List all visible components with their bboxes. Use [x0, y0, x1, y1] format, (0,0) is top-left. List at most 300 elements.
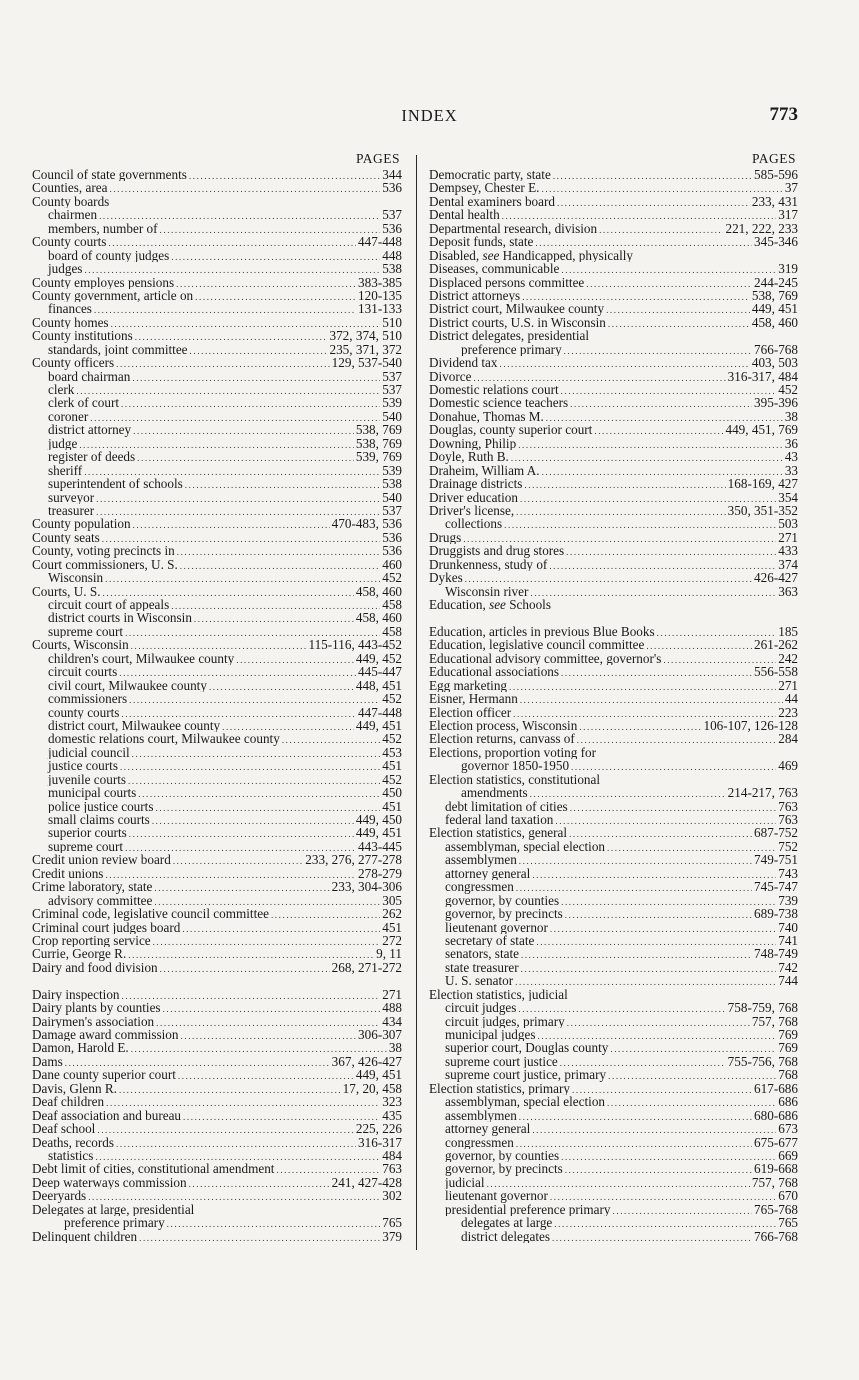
entry-pages: 763	[778, 813, 798, 827]
entry-term: Educational advisory committee, governor's	[429, 651, 662, 666]
entry-pages: 306-307	[358, 1028, 402, 1042]
entry-pages: 345-346	[754, 235, 798, 249]
entry-term: governor 1850-1950	[461, 759, 570, 773]
entry-pages: 488	[382, 1001, 402, 1015]
entry-term: Court commissioners, U. S.	[32, 557, 178, 572]
dot-leader	[610, 1043, 776, 1054]
index-entry	[32, 706, 402, 719]
dot-leader	[520, 694, 783, 705]
index-entry	[32, 679, 402, 692]
entry-pages: 449, 451	[355, 718, 402, 733]
entry-pages: 225, 226	[355, 1122, 402, 1136]
index-entry	[32, 544, 402, 557]
entry-term: Dempsey, Chester E.	[429, 181, 540, 195]
entry-pages: 316-317	[358, 1135, 402, 1149]
entry-term: Dental examiners board	[429, 194, 555, 209]
index-entry	[32, 1109, 402, 1122]
entry-term: Election process, Wisconsin	[429, 718, 578, 733]
index-entry	[429, 719, 798, 732]
index-entry	[32, 638, 402, 651]
dot-leader	[209, 681, 354, 692]
index-entry	[32, 1082, 402, 1095]
entry-term: clerk	[48, 383, 75, 397]
dot-leader	[557, 197, 750, 208]
dot-leader	[236, 654, 354, 665]
index-entry	[429, 746, 798, 759]
entry-pages: 686	[778, 1095, 798, 1109]
index-entry	[429, 370, 798, 383]
entry-term: circuit judges	[445, 1001, 517, 1015]
dot-leader	[180, 560, 380, 571]
dot-leader	[530, 788, 726, 799]
entry-pages: 433	[778, 544, 798, 558]
entry-pages: 742	[778, 960, 798, 975]
dot-leader	[516, 1138, 752, 1149]
entry-pages: 372, 374, 510	[329, 329, 402, 343]
dot-leader	[178, 1070, 354, 1081]
dot-leader	[84, 264, 380, 275]
index-entry	[32, 1001, 402, 1014]
entry-term: Election statistics, primary	[429, 1081, 570, 1096]
dot-leader	[515, 976, 776, 987]
entry-pages: 458, 460	[355, 611, 402, 625]
dot-leader	[155, 802, 380, 813]
entry-term: County government, article on	[32, 288, 194, 303]
entry-term: circuit courts	[48, 665, 118, 679]
entry-pages: 44	[784, 692, 798, 706]
entry-term: Dividend tax	[429, 356, 498, 370]
dot-leader	[571, 761, 776, 772]
entry-pages: 268, 271-272	[331, 960, 402, 975]
index-entry	[32, 1203, 402, 1216]
entry-pages: 757, 768	[751, 1014, 798, 1029]
index-entry	[32, 800, 402, 813]
entry-term: finances	[48, 302, 92, 316]
index-entry	[429, 571, 798, 584]
index-entry	[32, 531, 402, 544]
dot-leader	[586, 278, 752, 289]
dot-leader	[608, 1070, 776, 1081]
entry-term: Druggists and drug stores	[429, 544, 565, 558]
dot-leader	[560, 1057, 726, 1068]
entry-pages: 675-677	[754, 1135, 798, 1149]
entry-term: governor, by precincts	[445, 907, 563, 921]
entry-term: circuit judges, primary	[445, 1014, 565, 1029]
entry-term: County officers	[32, 356, 115, 370]
index-entry	[429, 1203, 798, 1216]
index-entry	[32, 343, 402, 356]
entry-pages: 537	[382, 503, 402, 518]
dot-leader	[79, 439, 354, 450]
dot-leader	[511, 452, 783, 463]
index-entry	[32, 289, 402, 302]
entry-term: Donahue, Thomas M.	[429, 409, 544, 424]
index-entry	[32, 1189, 402, 1202]
entry-pages: 271	[778, 678, 798, 693]
index-entry	[32, 692, 402, 705]
entry-term: supreme court justice, primary	[445, 1068, 607, 1082]
dot-leader	[572, 1084, 752, 1095]
index-entry	[429, 423, 798, 436]
index-entry	[32, 370, 402, 383]
entry-pages: 765	[778, 1216, 798, 1230]
dot-leader	[183, 1111, 380, 1122]
entry-pages: 221, 222, 233	[725, 221, 798, 236]
index-entry	[32, 276, 402, 289]
entry-pages: 448, 451	[355, 678, 402, 693]
entry-pages: 302	[382, 1189, 402, 1203]
see-reference: see	[482, 248, 500, 263]
entry-term: board of county judges	[48, 248, 170, 263]
dot-leader	[133, 425, 354, 436]
entry-term: senators, state	[445, 947, 519, 961]
dot-leader	[487, 1178, 750, 1189]
entry-term: governor, by counties	[445, 893, 560, 908]
entry-term: sheriff	[48, 463, 83, 478]
entry-term: Dental health	[429, 208, 500, 222]
index-entry	[429, 262, 798, 275]
index-entry	[32, 1055, 402, 1068]
dot-leader	[549, 560, 776, 571]
entry-pages: 536	[382, 221, 402, 236]
index-entry	[429, 517, 798, 530]
dot-leader	[550, 923, 776, 934]
index-entry	[429, 1095, 798, 1108]
index-entry	[429, 961, 798, 974]
entry-term: Education, see Schools	[429, 598, 551, 612]
index-entry	[32, 611, 402, 624]
dot-leader	[153, 936, 381, 947]
index-entry	[32, 1028, 402, 1041]
dot-leader	[566, 546, 776, 557]
entry-term: assemblyman, special election	[445, 839, 606, 854]
index-entry	[32, 988, 402, 1001]
entry-pages: 539, 769	[355, 450, 402, 464]
dot-leader	[189, 1178, 330, 1189]
entry-term: advisory committee	[48, 893, 153, 908]
entry-term: Davis, Glenn R.	[32, 1081, 117, 1096]
entry-pages: 449, 452	[355, 651, 402, 666]
entry-term: Eisner, Hermann	[429, 692, 518, 706]
dot-leader	[537, 1030, 776, 1041]
index-entry	[429, 1028, 798, 1041]
entry-pages: 168-169, 427	[727, 477, 798, 491]
index-entry	[32, 517, 402, 530]
dot-leader	[189, 170, 380, 181]
entry-term: Courts, Wisconsin	[32, 638, 129, 652]
entry-term: congressmen	[445, 880, 514, 894]
dot-leader	[171, 600, 380, 611]
entry-pages: 538, 769	[355, 436, 402, 451]
index-entry	[429, 800, 798, 813]
entry-pages: 36	[784, 436, 798, 451]
index-entry	[32, 1176, 402, 1189]
entry-pages: 271	[382, 987, 402, 1002]
dot-leader	[550, 1191, 776, 1202]
entry-term: Domestic relations court	[429, 383, 559, 397]
index-entry	[32, 504, 402, 517]
entry-term: Election returns, canvass of	[429, 732, 575, 746]
entry-term: Damage award commission	[32, 1028, 179, 1042]
entry-pages: 757, 768	[751, 1175, 798, 1190]
entry-term: Doyle, Ruth B.	[429, 450, 509, 464]
entry-pages: 451	[382, 799, 402, 813]
dot-leader	[561, 896, 776, 907]
index-entry	[32, 1149, 402, 1162]
entry-term: Deposit funds, state	[429, 235, 534, 249]
entry-term: judges	[48, 262, 83, 276]
index-entry	[32, 222, 402, 235]
index-entry	[32, 894, 402, 907]
index-entry	[429, 1176, 798, 1189]
index-entry	[429, 222, 798, 235]
entry-term: preference primary	[461, 342, 562, 357]
entry-pages: 305	[382, 893, 402, 908]
index-entry	[429, 437, 798, 450]
dot-leader	[128, 775, 380, 786]
entry-term: treasurer	[48, 503, 95, 518]
entry-term: preference primary	[64, 1216, 165, 1230]
dot-leader	[176, 278, 356, 289]
entry-pages: 367, 426-427	[331, 1054, 402, 1069]
entry-pages: 344	[382, 168, 402, 182]
entry-term: lieutenant governor	[445, 1189, 548, 1203]
entry-pages: 244-245	[754, 275, 798, 289]
entry-term: Deaf school	[32, 1122, 96, 1136]
entry-term: district attorney	[48, 423, 132, 437]
index-column-right	[429, 150, 798, 1250]
entry-term: Douglas, county superior court	[429, 423, 593, 437]
index-entry	[429, 558, 798, 571]
entry-pages: 556-558	[754, 665, 798, 679]
entry-pages: 242	[778, 651, 798, 666]
entry-term: governor, by precincts	[445, 1162, 563, 1176]
index-entry	[32, 826, 402, 839]
index-entry	[32, 302, 402, 315]
index-entry	[32, 1136, 402, 1149]
index-entry	[429, 276, 798, 289]
entry-term: Delinquent children	[32, 1229, 138, 1244]
index-entry	[32, 1015, 402, 1028]
entry-term: Courts, U. S.	[32, 584, 101, 598]
dot-leader	[569, 828, 752, 839]
entry-term: Damon, Harold E.	[32, 1041, 129, 1055]
entry-term: Egg marketing	[429, 678, 508, 693]
dot-leader	[567, 1017, 750, 1028]
dot-leader	[530, 587, 776, 598]
entry-pages: 434	[382, 1014, 402, 1029]
entry-pages: 452	[382, 772, 402, 787]
entry-pages: 617-686	[754, 1081, 798, 1096]
entry-pages: 316-317, 484	[727, 369, 798, 383]
entry-term: Dams	[32, 1054, 63, 1069]
index-entry	[429, 665, 798, 678]
dot-leader	[521, 949, 752, 960]
entry-term: Downing, Philip	[429, 436, 517, 451]
entry-pages: 752	[778, 839, 798, 854]
entry-pages: 765	[382, 1216, 402, 1230]
entry-pages: 670	[778, 1189, 798, 1203]
entry-pages: 687-752	[754, 826, 798, 840]
entry-term: small claims courts	[48, 813, 150, 827]
dot-leader	[599, 224, 723, 235]
entry-term: U. S. senator	[445, 974, 514, 988]
dot-leader	[132, 372, 380, 383]
entry-list	[429, 168, 798, 1243]
entry-term: supreme court	[48, 839, 124, 854]
dot-leader	[518, 1003, 725, 1014]
entry-pages: 689-738	[754, 907, 798, 921]
index-entry	[32, 316, 402, 329]
index-entry	[32, 961, 402, 988]
dot-leader	[116, 358, 329, 369]
entry-pages: 510	[382, 315, 402, 330]
dot-leader	[579, 721, 701, 732]
index-entry	[429, 732, 798, 745]
entry-pages: 233, 304-306	[331, 880, 402, 894]
entry-pages: 460	[382, 557, 402, 572]
index-entry	[429, 934, 798, 947]
index-entry	[429, 491, 798, 504]
index-entry	[32, 585, 402, 598]
entry-pages: 449, 451, 769	[725, 423, 798, 437]
index-entry	[32, 249, 402, 262]
entry-term: juvenile courts	[48, 772, 127, 787]
entry-term: Driver education	[429, 490, 518, 504]
dot-leader	[109, 183, 380, 194]
entry-term: attorney general	[445, 1122, 531, 1136]
entry-term: commissioners	[48, 692, 128, 706]
entry-pages: 538, 769	[751, 288, 798, 303]
entry-pages: 758-759, 768	[727, 1001, 798, 1015]
entry-pages: 744	[778, 974, 798, 988]
index-entry	[429, 1189, 798, 1202]
dot-leader	[570, 802, 777, 813]
entry-term: clerk of court	[48, 396, 120, 410]
dot-leader	[121, 398, 380, 409]
dot-leader	[535, 237, 752, 248]
entry-pages: 383-385	[358, 275, 402, 289]
entry-term: Crime laboratory, state	[32, 880, 153, 894]
dot-leader	[222, 721, 354, 732]
index-entry	[429, 1109, 798, 1122]
entry-pages: 449, 451	[751, 302, 798, 316]
index-entry	[32, 907, 402, 920]
dot-leader	[185, 479, 380, 490]
dot-leader	[532, 869, 776, 880]
entry-pages: 131-133	[358, 302, 402, 316]
dot-leader	[171, 251, 380, 262]
index-entry	[429, 383, 798, 396]
dot-leader	[513, 708, 776, 719]
entry-term: Education, articles in previous Blue Books	[429, 624, 655, 639]
index-entry	[429, 840, 798, 853]
index-entry	[429, 679, 798, 692]
entry-term: register of deeds	[48, 450, 136, 464]
index-entry	[32, 571, 402, 584]
entry-pages: 540	[382, 409, 402, 424]
index-entry	[32, 235, 402, 248]
entry-term: domestic relations court, Milwaukee county	[48, 732, 280, 746]
dot-leader	[119, 1084, 341, 1095]
index-entry	[32, 181, 402, 194]
entry-pages: 120-135	[358, 288, 402, 303]
entry-term: coroner	[48, 409, 89, 424]
dot-leader	[509, 681, 776, 692]
index-entry	[429, 1149, 798, 1162]
index-entry	[429, 1136, 798, 1149]
dot-leader	[504, 519, 776, 530]
index-entry	[32, 934, 402, 947]
index-entry	[32, 921, 402, 934]
entry-pages: 453	[382, 745, 402, 760]
entry-pages: 129, 537-540	[331, 356, 402, 370]
dot-leader	[132, 748, 381, 759]
index-entry	[32, 168, 402, 181]
entry-term: Divorce	[429, 369, 472, 383]
entry-pages: 766-768	[754, 342, 798, 357]
index-entry	[429, 1230, 798, 1243]
index-entry	[429, 974, 798, 987]
index-entry	[429, 921, 798, 934]
entry-pages: 536	[382, 544, 402, 558]
entry-term: municipal judges	[445, 1028, 536, 1042]
entry-pages: 38	[784, 409, 798, 424]
entry-term: Domestic science teachers	[429, 396, 569, 410]
index-entry	[32, 867, 402, 880]
dot-leader	[137, 452, 354, 463]
entry-term: Diseases, communicable	[429, 262, 560, 276]
index-entry	[429, 988, 798, 1001]
dot-leader	[125, 627, 380, 638]
dot-leader	[120, 761, 380, 772]
entry-pages: 443-445	[358, 839, 402, 854]
entry-pages: 241, 427-428	[331, 1175, 402, 1190]
index-entry	[429, 894, 798, 907]
entry-pages: 680-686	[754, 1108, 798, 1123]
dot-leader	[90, 412, 380, 423]
dot-leader	[106, 1097, 380, 1108]
entry-pages: 452	[382, 692, 402, 706]
index-entry	[429, 289, 798, 302]
index-entry	[429, 853, 798, 866]
entry-pages: 214-217, 763	[727, 786, 798, 800]
entry-term: District delegates, presidential	[429, 329, 590, 343]
entry-term: Counties, area	[32, 181, 108, 195]
entry-term: Displaced persons committee	[429, 275, 585, 289]
entry-pages: 379	[382, 1229, 402, 1244]
entry-term: collections	[445, 517, 503, 531]
entry-pages: 185	[778, 624, 798, 639]
entry-pages: 426-427	[754, 571, 798, 585]
index-entry	[32, 840, 402, 853]
dot-leader	[65, 1057, 330, 1068]
index-entry	[429, 504, 798, 517]
entry-pages: 38	[388, 1041, 402, 1055]
entry-term: police justice courts	[48, 799, 154, 813]
dot-leader	[561, 385, 777, 396]
entry-term: Credit unions	[32, 866, 104, 881]
index-entry	[429, 477, 798, 490]
dot-leader	[131, 1043, 387, 1054]
dot-leader	[177, 546, 380, 557]
entry-term: Currie, George R.	[32, 947, 127, 961]
dot-leader	[607, 842, 776, 853]
entry-pages: 115-116, 443-452	[308, 638, 402, 652]
entry-pages: 769	[778, 1028, 798, 1042]
index-entry	[32, 1122, 402, 1135]
dot-leader	[121, 708, 356, 719]
